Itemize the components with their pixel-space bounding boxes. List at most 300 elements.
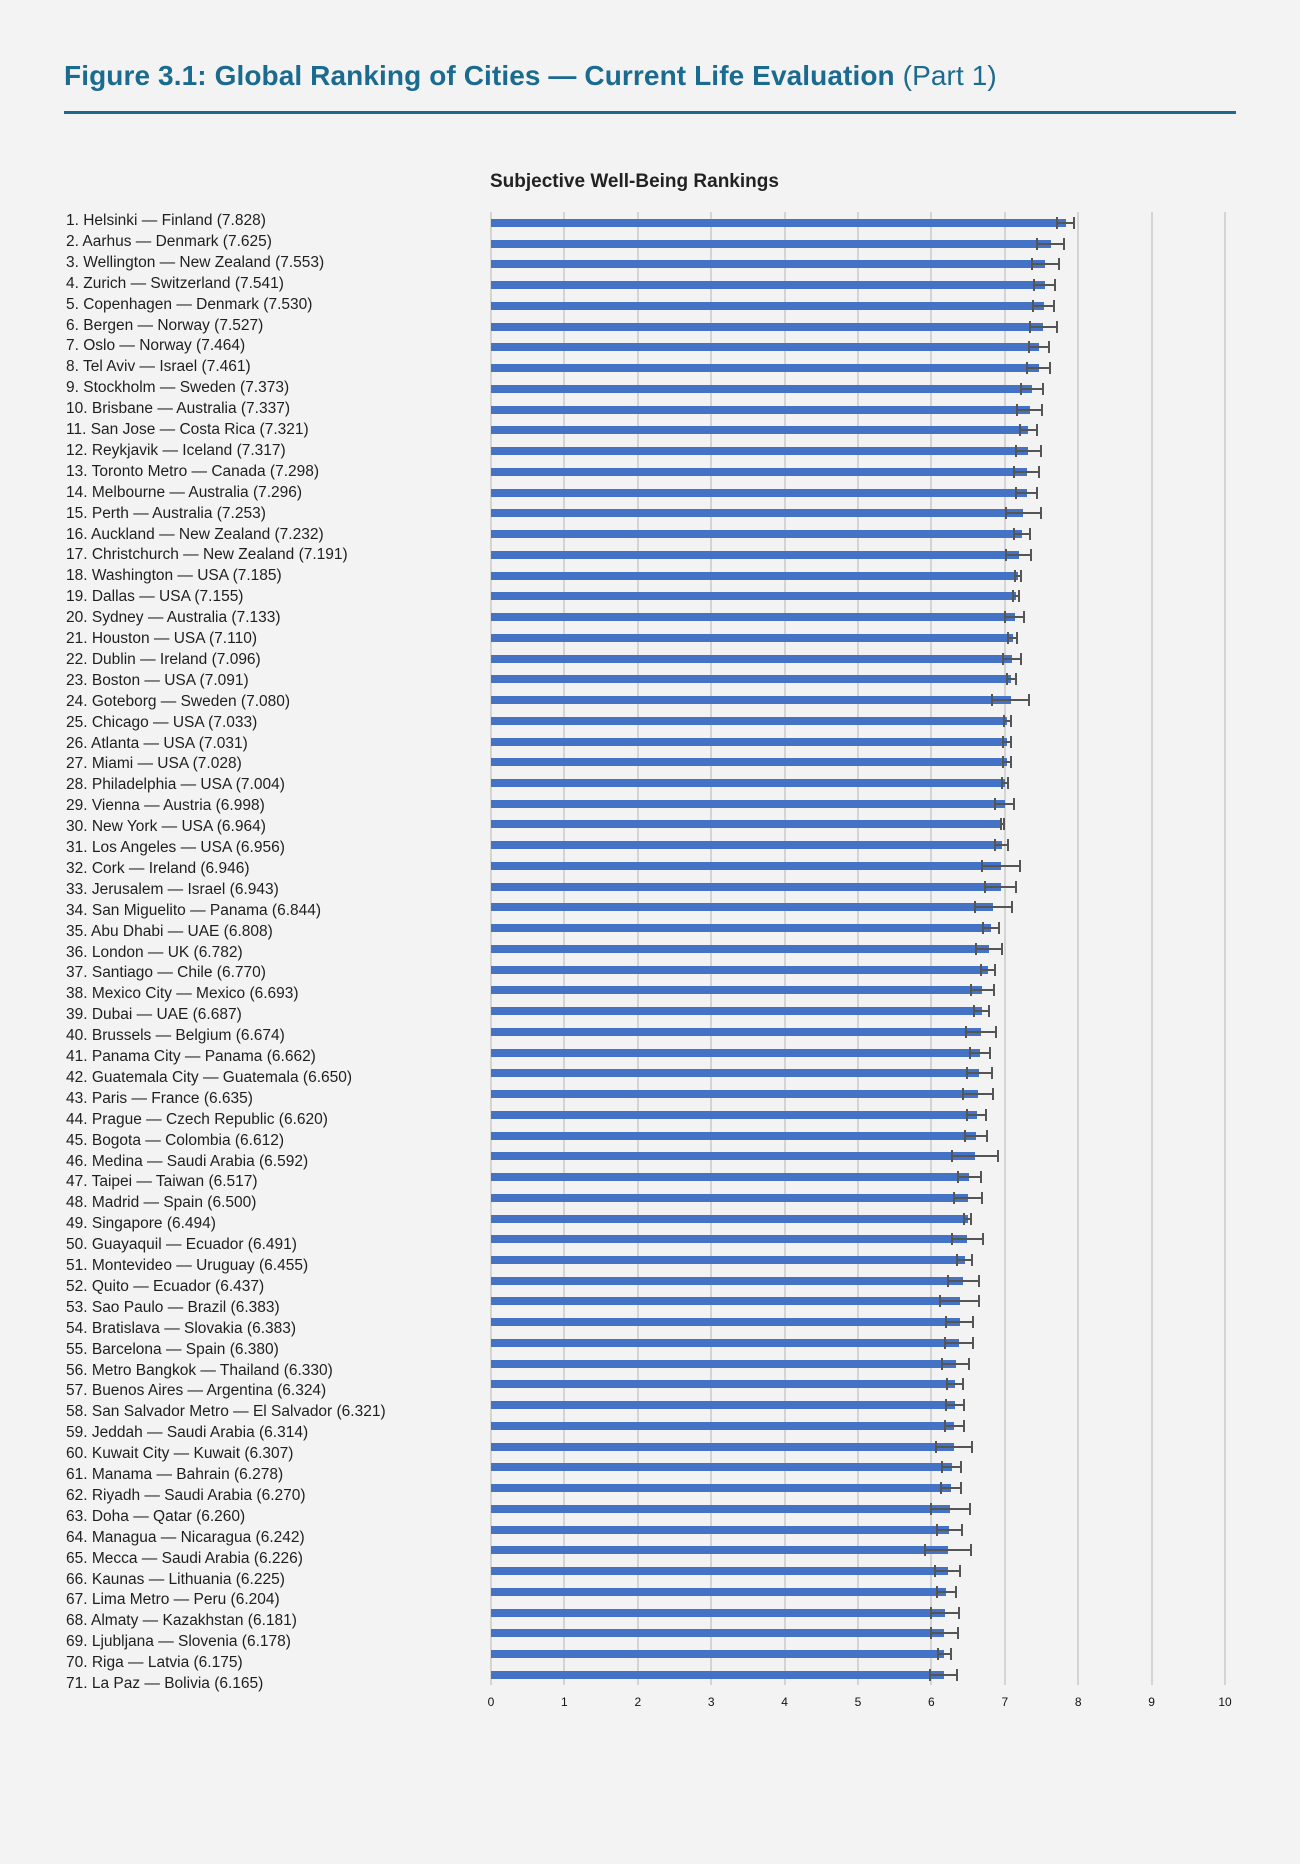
- error-bar-cap: [964, 1130, 966, 1142]
- error-bar-cap: [1012, 590, 1014, 602]
- error-bar-cap: [969, 1503, 971, 1515]
- error-bar-cap: [941, 1358, 943, 1370]
- error-bar: [974, 1010, 989, 1012]
- error-bar: [1014, 471, 1039, 473]
- error-bar-cap: [960, 1482, 962, 1494]
- bar: [491, 820, 1002, 828]
- error-bar-cap: [970, 1213, 972, 1225]
- bar: [491, 1194, 968, 1202]
- error-bar: [941, 1487, 962, 1489]
- city-label: 26. Atlanta — USA (7.031): [66, 734, 248, 752]
- error-bar-cap: [988, 1005, 990, 1017]
- city-label: 17. Christchurch — New Zealand (7.191): [66, 546, 348, 564]
- x-tick-label: 8: [1074, 1695, 1082, 1709]
- city-label: 65. Mecca — Saudi Arabia (6.226): [66, 1549, 303, 1567]
- error-bar-cap: [1053, 300, 1055, 312]
- error-bar-cap: [973, 1005, 975, 1017]
- error-bar-cap: [965, 1026, 967, 1038]
- error-bar: [1030, 326, 1058, 328]
- bar: [491, 1235, 967, 1243]
- error-bar: [947, 1383, 963, 1385]
- chart-title: Subjective Well-Being Rankings: [490, 171, 779, 192]
- error-bar-cap: [991, 1067, 993, 1079]
- x-tick-label: 7: [1001, 1695, 1009, 1709]
- city-label: 18. Washington — USA (7.185): [66, 567, 282, 585]
- bar: [491, 281, 1045, 289]
- bar: [491, 1277, 963, 1285]
- error-bar-cap: [980, 964, 982, 976]
- error-bar-cap: [1019, 860, 1021, 872]
- city-label: 10. Brisbane — Australia (7.337): [66, 400, 291, 418]
- error-bar-cap: [1041, 404, 1043, 416]
- city-label: 61. Manama — Bahrain (6.278): [66, 1466, 284, 1483]
- error-bar-cap: [1010, 756, 1012, 768]
- city-label: 1. Helsinki — Finland (7.828): [66, 212, 266, 229]
- error-bar-cap: [986, 1130, 988, 1142]
- error-bar-cap: [1040, 445, 1042, 457]
- error-bar-cap: [1002, 736, 1004, 748]
- error-bar-cap: [961, 1524, 963, 1536]
- error-bar-cap: [1033, 279, 1035, 291]
- city-label: 36. London — UK (6.782): [66, 943, 243, 961]
- error-bar-cap: [1005, 549, 1007, 561]
- error-bar-cap: [935, 1441, 937, 1453]
- bar: [491, 738, 1007, 746]
- city-label: 71. La Paz — Bolivia (6.165): [66, 1675, 264, 1692]
- error-bar-cap: [1056, 217, 1058, 229]
- city-label: 53. Sao Paulo — Brazil (6.383): [66, 1298, 280, 1316]
- error-bar-cap: [1016, 404, 1018, 416]
- bar: [491, 800, 1005, 808]
- bar: [491, 862, 1001, 870]
- error-bar: [1057, 222, 1075, 224]
- error-bar: [970, 1052, 991, 1054]
- bar: [491, 1090, 978, 1098]
- error-bar-cap: [957, 1627, 959, 1639]
- city-label: 13. Toronto Metro — Canada (7.298): [66, 462, 320, 480]
- error-bar: [966, 1031, 995, 1033]
- city-label: 62. Riyadh — Saudi Arabia (6.270): [66, 1486, 306, 1504]
- error-bar-cap: [1010, 715, 1012, 727]
- city-label: 52. Quito — Ecuador (6.437): [66, 1277, 265, 1295]
- bar: [491, 675, 1011, 683]
- x-tick-label: 1: [561, 1695, 568, 1709]
- error-bar-cap: [941, 1461, 943, 1473]
- error-bar: [948, 1280, 979, 1282]
- error-bar: [946, 1321, 972, 1323]
- bar: [491, 1380, 955, 1388]
- error-bar: [1006, 512, 1041, 514]
- error-bar-cap: [1026, 362, 1028, 374]
- error-bar-cap: [1063, 238, 1065, 250]
- city-label: 28. Philadelphia — USA (7.004): [66, 776, 285, 794]
- bar: [491, 1297, 960, 1305]
- city-label: 64. Managua — Nicaragua (6.242): [66, 1528, 305, 1546]
- city-label: 39. Dubai — UAE (6.687): [66, 1006, 242, 1024]
- bar: [491, 696, 1011, 704]
- error-bar-cap: [992, 1088, 994, 1100]
- error-bar-cap: [1016, 632, 1018, 644]
- error-bar: [1034, 284, 1055, 286]
- city-label: 47. Taipei — Taiwan (6.517): [66, 1173, 258, 1191]
- city-label: 48. Madrid — Spain (6.500): [66, 1194, 257, 1212]
- bar: [491, 1173, 969, 1181]
- error-bar-cap: [1028, 341, 1030, 353]
- error-bar-cap: [962, 1378, 964, 1390]
- bar: [491, 260, 1045, 268]
- error-bar-cap: [1000, 818, 1002, 830]
- bar: [491, 509, 1023, 517]
- error-bar-cap: [1029, 321, 1031, 333]
- error-bar: [983, 927, 999, 929]
- bar: [491, 364, 1039, 372]
- error-bar-cap: [1028, 694, 1030, 706]
- bar: [491, 1505, 950, 1513]
- bar: [491, 592, 1016, 600]
- city-label: 8. Tel Aviv — Israel (7.461): [66, 358, 251, 376]
- error-bar-cap: [991, 694, 993, 706]
- error-bar: [976, 948, 1002, 950]
- bar: [491, 758, 1007, 766]
- x-tick-label: 2: [634, 1695, 642, 1709]
- city-label: 19. Dallas — USA (7.155): [66, 588, 244, 606]
- x-tick-label: 6: [928, 1695, 935, 1709]
- error-bar-cap: [936, 1586, 938, 1598]
- bar: [491, 1463, 952, 1471]
- error-bar-cap: [1007, 839, 1009, 851]
- error-bar: [931, 1612, 959, 1614]
- error-bar-cap: [966, 1067, 968, 1079]
- error-bar: [1020, 429, 1038, 431]
- bar: [491, 447, 1028, 455]
- error-bar: [995, 844, 1008, 846]
- error-bar-cap: [1020, 653, 1022, 665]
- city-label: 22. Dublin — Ireland (7.096): [66, 650, 261, 668]
- error-bar: [1029, 346, 1050, 348]
- bar: [491, 779, 1005, 787]
- bar: [491, 1526, 949, 1534]
- city-label: 66. Kaunas — Lithuania (6.225): [66, 1570, 285, 1588]
- city-label: 51. Montevideo — Uruguay (6.455): [66, 1257, 309, 1274]
- error-bar-cap: [971, 1441, 973, 1453]
- error-bar: [937, 1591, 956, 1593]
- city-label: 3. Wellington — New Zealand (7.553): [66, 253, 325, 271]
- bar: [491, 302, 1044, 310]
- error-bar-cap: [1015, 445, 1017, 457]
- error-bar-cap: [978, 1275, 980, 1287]
- bar: [491, 1069, 979, 1077]
- error-bar-cap: [982, 922, 984, 934]
- error-bar-cap: [1015, 881, 1017, 893]
- error-bar-cap: [994, 798, 996, 810]
- error-bar-cap: [1013, 798, 1015, 810]
- error-bar-cap: [963, 1420, 965, 1432]
- bar: [491, 1339, 959, 1347]
- error-bar-cap: [1011, 901, 1013, 913]
- error-bar: [954, 1197, 982, 1199]
- error-bar-cap: [993, 984, 995, 996]
- error-bar: [957, 1259, 972, 1261]
- error-bar: [937, 1529, 962, 1531]
- city-label: 69. Ljubljana — Slovenia (6.178): [66, 1633, 291, 1651]
- error-bar: [995, 803, 1014, 805]
- bar: [491, 406, 1030, 414]
- error-bar: [1016, 492, 1037, 494]
- error-bar: [1021, 388, 1043, 390]
- error-bar-cap: [930, 1627, 932, 1639]
- bar: [491, 1546, 948, 1554]
- city-label: 34. San Miguelito — Panama (6.844): [66, 901, 322, 919]
- error-bar-cap: [1010, 736, 1012, 748]
- city-label: 11. San Jose — Costa Rica (7.321): [66, 421, 309, 438]
- error-bar: [967, 1072, 992, 1074]
- error-bar-cap: [1056, 321, 1058, 333]
- error-bar-cap: [1003, 818, 1005, 830]
- city-label: 44. Prague — Czech Republic (6.620): [66, 1110, 328, 1128]
- error-bar-cap: [982, 1233, 984, 1245]
- error-bar-cap: [924, 1544, 926, 1556]
- error-bar-cap: [1040, 507, 1042, 519]
- error-bar: [952, 1238, 983, 1240]
- error-bar-cap: [1049, 362, 1051, 374]
- error-bar-cap: [969, 1047, 971, 1059]
- error-bar-cap: [951, 1233, 953, 1245]
- city-label: 24. Goteborg — Sweden (7.080): [66, 692, 291, 710]
- error-bar-cap: [1007, 632, 1009, 644]
- x-tick-label: 3: [707, 1695, 715, 1709]
- bar: [491, 426, 1028, 434]
- error-bar-cap: [1013, 466, 1015, 478]
- error-bar: [1033, 305, 1054, 307]
- x-tick-label: 5: [854, 1695, 862, 1709]
- bar: [491, 1111, 977, 1119]
- bar: [491, 1049, 980, 1057]
- city-label: 54. Bratislava — Slovakia (6.383): [66, 1319, 297, 1337]
- error-bar-cap: [962, 1088, 964, 1100]
- city-label: 27. Miami — USA (7.028): [66, 755, 242, 773]
- error-bar-cap: [963, 1399, 965, 1411]
- error-bar-cap: [951, 1150, 953, 1162]
- city-label: 25. Chicago — USA (7.033): [66, 713, 258, 731]
- city-label: 29. Vienna — Austria (6.998): [66, 797, 265, 815]
- city-label: 35. Abu Dhabi — UAE (6.808): [66, 922, 273, 940]
- figure-title-part: (Part 1): [902, 60, 997, 91]
- error-bar-cap: [1004, 611, 1006, 623]
- error-bar-cap: [975, 943, 977, 955]
- error-bar-cap: [972, 1316, 974, 1328]
- error-bar-cap: [944, 1420, 946, 1432]
- error-bar-cap: [970, 1544, 972, 1556]
- error-bar-cap: [1018, 590, 1020, 602]
- error-bar: [931, 1508, 969, 1510]
- error-bar-cap: [1001, 943, 1003, 955]
- city-label: 55. Barcelona — Spain (6.380): [66, 1340, 279, 1358]
- error-bar: [1005, 616, 1024, 618]
- error-bar-cap: [1020, 570, 1022, 582]
- bar: [491, 1671, 944, 1679]
- error-bar-cap: [1007, 777, 1009, 789]
- error-bar: [1032, 263, 1058, 265]
- error-bar: [940, 1300, 980, 1302]
- error-bar-cap: [1015, 487, 1017, 499]
- bar: [491, 1609, 945, 1617]
- error-bar-cap: [955, 1586, 957, 1598]
- error-bar: [925, 1549, 972, 1551]
- bar: [491, 1360, 956, 1368]
- city-label: 14. Melbourne — Australia (7.296): [66, 483, 303, 501]
- gridline-10: [1224, 212, 1226, 1685]
- error-bar-cap: [980, 1171, 982, 1183]
- error-bar-cap: [1042, 383, 1044, 395]
- bar: [491, 572, 1018, 580]
- error-bar-cap: [971, 1254, 973, 1266]
- bar: [491, 986, 982, 994]
- error-bar-cap: [968, 1358, 970, 1370]
- error-bar-cap: [960, 1461, 962, 1473]
- city-label: 21. Houston — USA (7.110): [66, 630, 257, 647]
- error-bar-cap: [940, 1482, 942, 1494]
- city-label: 60. Kuwait City — Kuwait (6.307): [66, 1445, 294, 1463]
- city-label: 31. Los Angeles — USA (6.956): [66, 839, 285, 856]
- error-bar: [1027, 367, 1050, 369]
- x-tick-label: 9: [1148, 1695, 1155, 1709]
- error-bar-cap: [981, 1192, 983, 1204]
- error-bar-cap: [1058, 258, 1060, 270]
- bar: [491, 1484, 951, 1492]
- error-bar-cap: [934, 1565, 936, 1577]
- bar: [491, 1152, 975, 1160]
- bar: [491, 655, 1012, 663]
- bar: [491, 841, 1002, 849]
- city-label: 49. Singapore (6.494): [66, 1215, 216, 1233]
- error-bar: [942, 1466, 961, 1468]
- error-bar-cap: [930, 1607, 932, 1619]
- error-bar-cap: [1031, 258, 1033, 270]
- error-bar: [1016, 450, 1041, 452]
- bar: [491, 1443, 954, 1451]
- error-bar-cap: [1048, 341, 1050, 353]
- error-bar: [945, 1425, 964, 1427]
- city-label: 6. Bergen — Norway (7.527): [66, 316, 264, 334]
- x-tick-label: 0: [487, 1695, 495, 1709]
- error-bar-cap: [956, 1254, 958, 1266]
- city-label: 42. Guatemala City — Guatemala (6.650): [66, 1068, 353, 1086]
- gridline-8: [1077, 212, 1079, 1685]
- city-label: 58. San Salvador Metro — El Salvador (6.321): [66, 1403, 386, 1421]
- error-bar: [1006, 554, 1031, 556]
- bar: [491, 1650, 944, 1658]
- x-tick-label: 4: [781, 1695, 788, 1709]
- error-bar-cap: [945, 1316, 947, 1328]
- bar: [491, 1132, 976, 1140]
- bar: [491, 945, 989, 953]
- city-label: 68. Almaty — Kazakhstan (6.181): [66, 1612, 297, 1630]
- city-label: 37. Santiago — Chile (6.770): [66, 964, 266, 982]
- error-bar-cap: [957, 1171, 959, 1183]
- city-label: 43. Paris — France (6.635): [66, 1089, 253, 1107]
- error-bar-cap: [1020, 383, 1022, 395]
- bar: [491, 1215, 968, 1223]
- error-bar-cap: [945, 1399, 947, 1411]
- error-bar: [981, 969, 996, 971]
- bar: [491, 1007, 982, 1015]
- bar: [491, 1422, 954, 1430]
- bar: [491, 489, 1027, 497]
- error-bar-cap: [930, 1503, 932, 1515]
- city-label: 15. Perth — Australia (7.253): [66, 504, 266, 522]
- error-bar: [931, 1632, 957, 1634]
- error-bar: [936, 1446, 973, 1448]
- city-label: 4. Zurich — Switzerland (7.541): [66, 274, 284, 292]
- city-label: 5. Copenhagen — Denmark (7.530): [66, 295, 313, 313]
- city-label: 38. Mexico City — Mexico (6.693): [66, 985, 299, 1003]
- city-label: 70. Riga — Latvia (6.175): [66, 1654, 243, 1672]
- error-bar-cap: [974, 901, 976, 913]
- error-bar-cap: [981, 860, 983, 872]
- error-bar-cap: [1023, 611, 1025, 623]
- city-label: 12. Reykjavik — Iceland (7.317): [66, 441, 286, 459]
- error-bar: [958, 1176, 981, 1178]
- error-bar: [1017, 409, 1042, 411]
- city-label: 32. Cork — Ireland (6.946): [66, 859, 250, 877]
- error-bar-cap: [1006, 673, 1008, 685]
- error-bar-cap: [1019, 424, 1021, 436]
- gridline-9: [1151, 212, 1153, 1685]
- error-bar: [935, 1570, 960, 1572]
- error-bar-cap: [989, 1047, 991, 1059]
- bar: [491, 1567, 948, 1575]
- error-bar-cap: [950, 1648, 952, 1660]
- error-bar-cap: [1002, 756, 1004, 768]
- error-bar-cap: [985, 1109, 987, 1121]
- city-label: 63. Doha — Qatar (6.260): [66, 1507, 246, 1525]
- error-bar-cap: [978, 1295, 980, 1307]
- bar: [491, 1318, 960, 1326]
- bar: [491, 613, 1015, 621]
- error-bar-cap: [972, 1337, 974, 1349]
- bar: [491, 468, 1027, 476]
- error-bar-cap: [998, 922, 1000, 934]
- error-bar: [945, 1342, 973, 1344]
- error-bar: [1037, 243, 1063, 245]
- error-bar: [985, 886, 1016, 888]
- bar: [491, 924, 991, 932]
- error-bar-cap: [1005, 507, 1007, 519]
- bar: [491, 1401, 955, 1409]
- bar: [491, 717, 1007, 725]
- city-label: 45. Bogota — Colombia (6.612): [66, 1131, 284, 1149]
- city-label: 50. Guayaquil — Ecuador (6.491): [66, 1236, 297, 1254]
- error-bar-cap: [939, 1295, 941, 1307]
- city-label: 23. Boston — USA (7.091): [66, 671, 249, 689]
- error-bar: [965, 1135, 987, 1137]
- error-bar-cap: [1029, 528, 1031, 540]
- bar: [491, 1028, 981, 1036]
- bar: [491, 385, 1032, 393]
- error-bar-cap: [944, 1337, 946, 1349]
- error-bar: [952, 1155, 998, 1157]
- city-label: 46. Medina — Saudi Arabia (6.592): [66, 1152, 309, 1170]
- bar: [491, 966, 988, 974]
- error-bar: [930, 1674, 958, 1676]
- error-bar: [1014, 533, 1030, 535]
- city-label: 59. Jeddah — Saudi Arabia (6.314): [66, 1424, 309, 1442]
- bar: [491, 1256, 965, 1264]
- error-bar-cap: [970, 984, 972, 996]
- error-bar-cap: [994, 839, 996, 851]
- error-bar-cap: [1032, 300, 1034, 312]
- error-bar: [967, 1114, 986, 1116]
